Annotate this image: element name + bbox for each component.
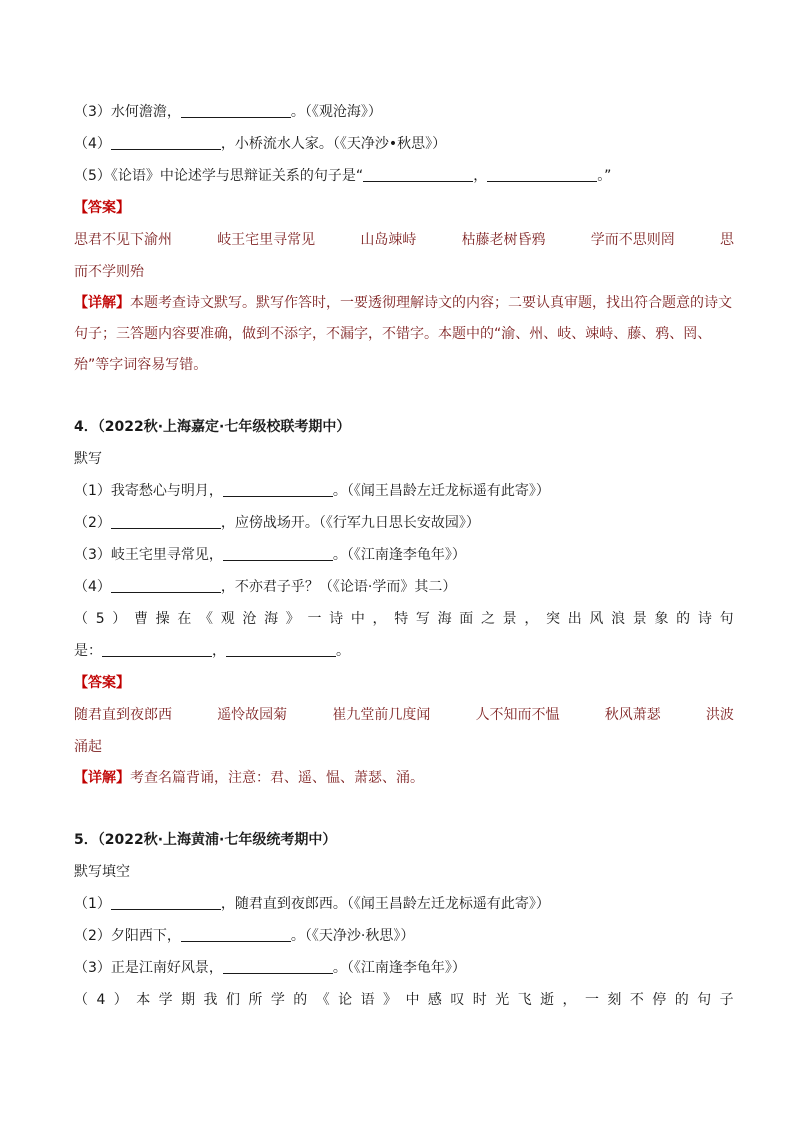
spread-char: 期 [181,992,196,1008]
answer-item: 人不知而不愠 [475,707,560,723]
answer-item: 随君直到夜郎西 [74,707,172,723]
spread-char: 之 [480,611,495,627]
answer-tail: 而不学则殆 [74,264,144,280]
item-number: （2） [74,928,111,944]
spread-char: ， [524,611,539,627]
answer-item: 学而不思则罔 [590,232,675,248]
answer-item: 思 [719,232,734,248]
spread-char: 们 [225,992,240,1008]
spread-char: 出 [567,611,582,627]
spread-char: 》 [383,992,398,1008]
q5-title: 默写填空 [74,864,130,880]
item-separator: ， [212,643,226,659]
spread-char: 操 [155,611,170,627]
spread-char: 4 [96,992,106,1008]
spread-char: 论 [338,992,353,1008]
spread-char: 句 [697,992,712,1008]
document-page [74,96,734,1016]
spread-char: 的 [293,992,308,1008]
spread-char: （ [74,992,88,1008]
detail-text: 考查名篇背诵，注意：君、遥、愠、萧瑟、涌。 [130,770,424,786]
spread-char: ） [112,611,127,627]
spread-char: 》 [285,611,300,627]
spread-char: ， [372,611,387,627]
answer-blank [223,957,333,974]
q3-detail [74,288,734,381]
spread-char: 风 [589,611,604,627]
spread-char: 中 [350,611,365,627]
spread-char: 5 [95,611,105,627]
spread-char: 特 [394,611,409,627]
answer-item: 崔九堂前几度闻 [332,707,431,723]
q5-item-1 [74,888,734,920]
detail-label: 【详解】 [74,770,130,786]
q4-item-5-line1 [74,603,734,635]
spread-char: 中 [405,992,420,1008]
item-separator: ， [473,168,488,184]
item-number: （1） [74,483,111,499]
q3-answers [74,224,734,256]
q5-item-2 [74,920,734,952]
item-suffix: 。（《江南逢李龟年》） [332,960,466,976]
answer-item: 山岛竦峙 [360,232,417,248]
spread-char: 观 [220,611,235,627]
answer-item: 枯藤老树昏鸦 [461,232,546,248]
spread-char: 象 [654,611,669,627]
item-prefix: 岐王宅里寻常见， [110,547,223,563]
item-prefix: 《论语》中论述学与思辩证关系的句子是“ [110,168,364,184]
answer-tail: 涌起 [74,739,102,755]
spread-char: 海 [437,611,452,627]
spread-char: 海 [264,611,279,627]
q3-item-3 [74,96,734,128]
spread-char: （ [74,611,88,627]
spread-char: 景 [502,611,517,627]
answer-blank [181,925,291,942]
item-suffix: 。 [336,643,350,659]
q3-item-5 [74,160,734,192]
spread-char: 子 [719,992,734,1008]
q4-item-1 [74,475,734,507]
q4-item-2 [74,507,734,539]
answer-blank [363,165,473,182]
spread-char: 不 [629,992,644,1008]
spread-char: 浪 [611,611,626,627]
answer-label: 【答案】 [74,200,130,216]
spread-char: 学 [270,992,285,1008]
item-prefix: 正是江南好风景， [110,960,223,976]
spread-char: 时 [472,992,487,1008]
spread-char: 沧 [242,611,257,627]
item-suffix: ，小桥流水人家。（《天净沙•秋思》） [220,136,447,152]
spread-char: 一 [307,611,322,627]
item-number: （2） [74,515,111,531]
detail-text: 本题考查诗文默写。默写作答时，一要透彻理解诗文的内容；二要认真审题，找出符合题意的诗文句子；三答题内容要准确，做到不添字，不漏字，不错字。本题中的“渝、州、岐、竦峙、藤、鸦、罔、殆”等字词容易写错。 [74,295,732,373]
item-suffix: 。（《观沧海》） [290,104,382,120]
spread-char: ， [562,992,577,1008]
spread-char: 面 [459,611,474,627]
answer-blank [223,480,333,497]
answer-blank [181,101,291,118]
answer-item: 洪波 [705,707,734,723]
spread-char: 曹 [133,611,148,627]
spread-char: 飞 [517,992,532,1008]
q4-item-4 [74,571,734,603]
item-prefix: 夕阳西下， [110,928,181,944]
spread-char: 刻 [607,992,622,1008]
item-number: （5） [74,168,111,184]
spread-char: 诗 [697,611,712,627]
item-suffix: ，不亦君子乎？（《论语·学而》其二） [220,579,457,595]
spread-char: 的 [674,992,689,1008]
item-suffix: ，应傍战场开。（《行军九日思长安故园》） [220,515,480,531]
spread-char: 叹 [450,992,465,1008]
answer-blank [111,512,221,529]
spread-char: 句 [719,611,734,627]
answer-blank [111,893,221,910]
q5-header: 5．（2022秋·上海黄浦·七年级统考期中） [74,832,337,848]
item-suffix: 。（《闻王昌龄左迁龙标遥有此寄》） [332,483,550,499]
q4-title: 默写 [74,451,102,467]
q4-item-3 [74,539,734,571]
spread-char: 学 [158,992,173,1008]
q4-item-5-line2 [74,635,734,667]
q4-detail [74,763,734,794]
q5-item-3 [74,952,734,984]
item-prefix: 是： [74,643,102,659]
q4-header: 4．（2022秋·上海嘉定·七年级校联考期中） [74,419,351,435]
spread-char: 突 [546,611,561,627]
answer-item: 思君不见下渝州 [74,232,172,248]
spread-char: 《 [315,992,330,1008]
spread-char: 诗 [329,611,344,627]
spread-char: 《 [199,611,214,627]
answer-blank [226,640,336,657]
answer-blank [111,576,221,593]
spread-char: 我 [203,992,218,1008]
item-number: （3） [74,547,111,563]
item-suffix: 。” [597,168,612,184]
item-suffix: 。（《天净沙·秋思》） [290,928,415,944]
spread-char: 逝 [540,992,555,1008]
item-prefix: 水何澹澹， [110,104,181,120]
spread-char: 语 [360,992,375,1008]
detail-label: 【详解】 [74,295,130,311]
spread-char: 在 [177,611,192,627]
answer-item: 岐王宅里寻常见 [217,232,316,248]
answer-item: 秋风萧瑟 [604,707,661,723]
item-number: （4） [74,136,111,152]
spread-char: 本 [136,992,151,1008]
q4-answers [74,699,734,731]
answer-item: 遥怜故园菊 [217,707,288,723]
spread-char: 写 [415,611,430,627]
item-prefix: 我寄愁心与明月， [110,483,223,499]
spread-char: 的 [676,611,691,627]
answer-blank [487,165,597,182]
spread-char: 光 [495,992,510,1008]
q3-item-4 [74,128,734,160]
answer-blank [102,640,212,657]
spread-char: 景 [632,611,647,627]
answer-label: 【答案】 [74,675,130,691]
item-number: （1） [74,896,111,912]
spread-char: 所 [248,992,263,1008]
item-number: （3） [74,104,111,120]
spread-char: 一 [584,992,599,1008]
answer-blank [223,544,333,561]
item-number: （4） [74,579,111,595]
answer-blank [111,133,221,150]
item-suffix: 。（《江南逢李龟年》） [332,547,466,563]
item-number: （3） [74,960,111,976]
spread-char: ） [113,992,128,1008]
spread-char: 感 [427,992,442,1008]
item-suffix: ，随君直到夜郎西。（《闻王昌龄左迁龙标遥有此寄》） [220,896,550,912]
spread-char: 停 [652,992,667,1008]
q5-item-4-line1 [74,984,734,1016]
